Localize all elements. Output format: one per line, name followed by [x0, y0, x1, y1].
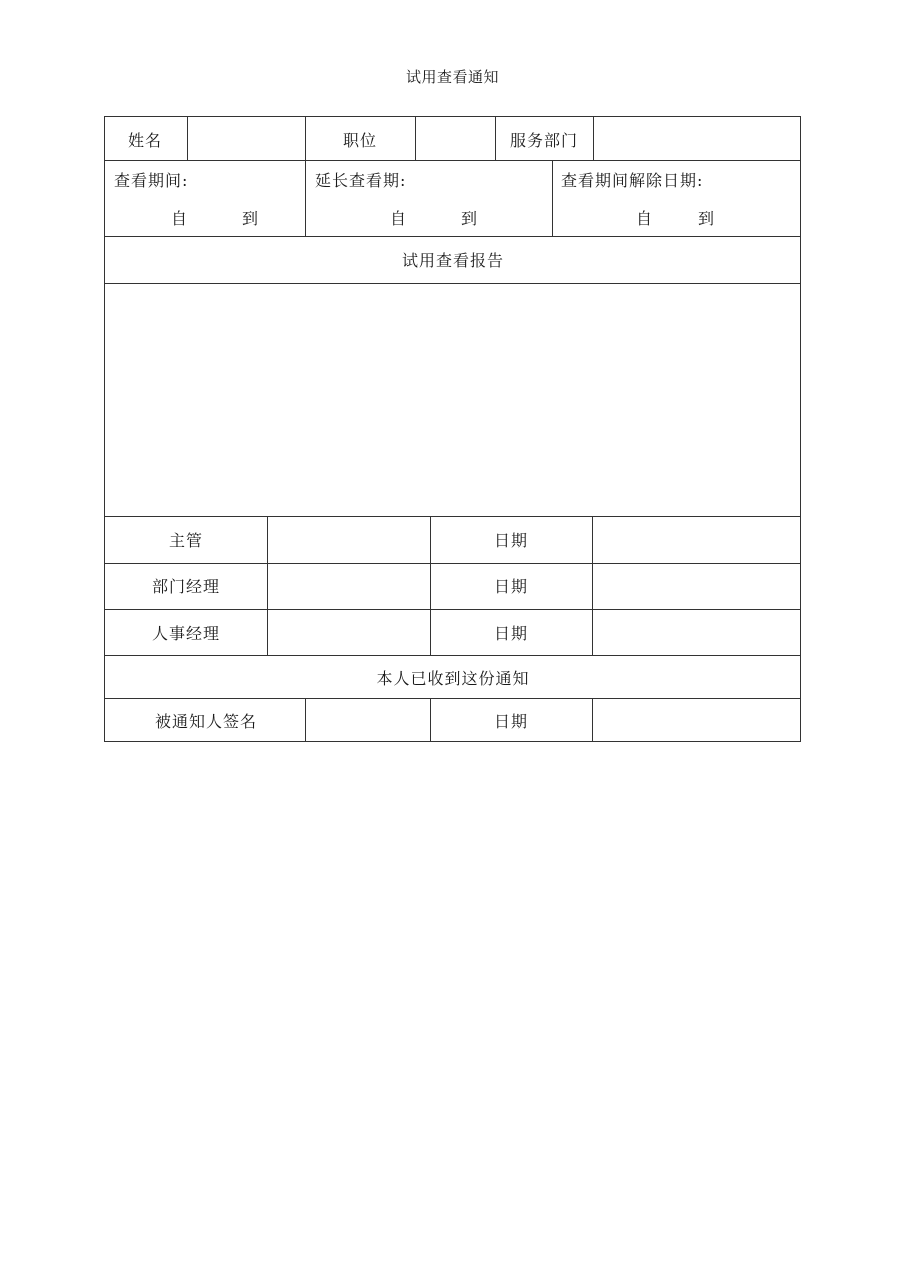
recipient-signature-field[interactable] — [307, 700, 428, 740]
column-divider — [305, 117, 306, 236]
row-divider — [105, 609, 800, 610]
review-period-to: 到 — [242, 209, 260, 228]
row-divider — [105, 655, 800, 656]
position-field[interactable] — [417, 119, 493, 158]
extended-review-to: 到 — [461, 209, 479, 228]
department-manager-signature-field[interactable] — [269, 565, 428, 607]
position-label: 职位 — [342, 131, 378, 150]
department-manager-date-field[interactable] — [594, 565, 798, 607]
column-divider — [495, 117, 496, 160]
review-period-from: 自 — [171, 209, 189, 228]
approval-role-supervisor: 主管 — [168, 531, 204, 550]
review-period-label: 查看期间: — [114, 171, 189, 190]
row-divider — [105, 563, 800, 564]
column-divider — [592, 516, 593, 655]
hr-manager-signature-field[interactable] — [269, 611, 428, 653]
row-divider — [105, 516, 800, 517]
approval-date-label: 日期 — [493, 624, 529, 643]
column-divider — [593, 117, 594, 160]
column-divider — [552, 160, 553, 236]
supervisor-signature-field[interactable] — [269, 518, 428, 561]
column-divider — [430, 698, 431, 742]
column-divider — [267, 516, 268, 655]
recipient-signature-label: 被通知人签名 — [154, 712, 258, 731]
acknowledgement-text: 本人已收到这份通知 — [376, 669, 530, 688]
notice-form — [104, 116, 801, 742]
column-divider — [187, 117, 188, 160]
row-divider — [105, 160, 800, 161]
column-divider — [430, 516, 431, 655]
row-divider — [105, 698, 800, 699]
approval-role-hr-manager: 人事经理 — [151, 624, 221, 643]
hr-manager-date-field[interactable] — [594, 611, 798, 653]
name-field[interactable] — [189, 119, 303, 158]
name-label: 姓名 — [127, 131, 163, 150]
extended-review-label: 延长查看期: — [315, 171, 407, 190]
report-header: 试用查看报告 — [401, 251, 505, 270]
department-label: 服务部门 — [509, 131, 579, 150]
recipient-date-field[interactable] — [594, 700, 798, 740]
extended-review-from: 自 — [390, 209, 408, 228]
release-date-to: 到 — [698, 209, 716, 228]
release-date-from: 自 — [636, 209, 654, 228]
recipient-date-label: 日期 — [493, 712, 529, 731]
release-date-label: 查看期间解除日期: — [561, 171, 704, 190]
department-field[interactable] — [595, 119, 798, 158]
row-divider — [105, 236, 800, 237]
column-divider — [305, 698, 306, 742]
approval-role-department-manager: 部门经理 — [151, 577, 221, 596]
approval-date-label: 日期 — [493, 531, 529, 550]
column-divider — [415, 117, 416, 160]
column-divider — [592, 698, 593, 742]
report-body[interactable] — [107, 285, 798, 514]
supervisor-date-field[interactable] — [594, 518, 798, 561]
document-title: 试用查看通知 — [405, 68, 499, 86]
approval-date-label: 日期 — [493, 577, 529, 596]
row-divider — [105, 283, 800, 284]
